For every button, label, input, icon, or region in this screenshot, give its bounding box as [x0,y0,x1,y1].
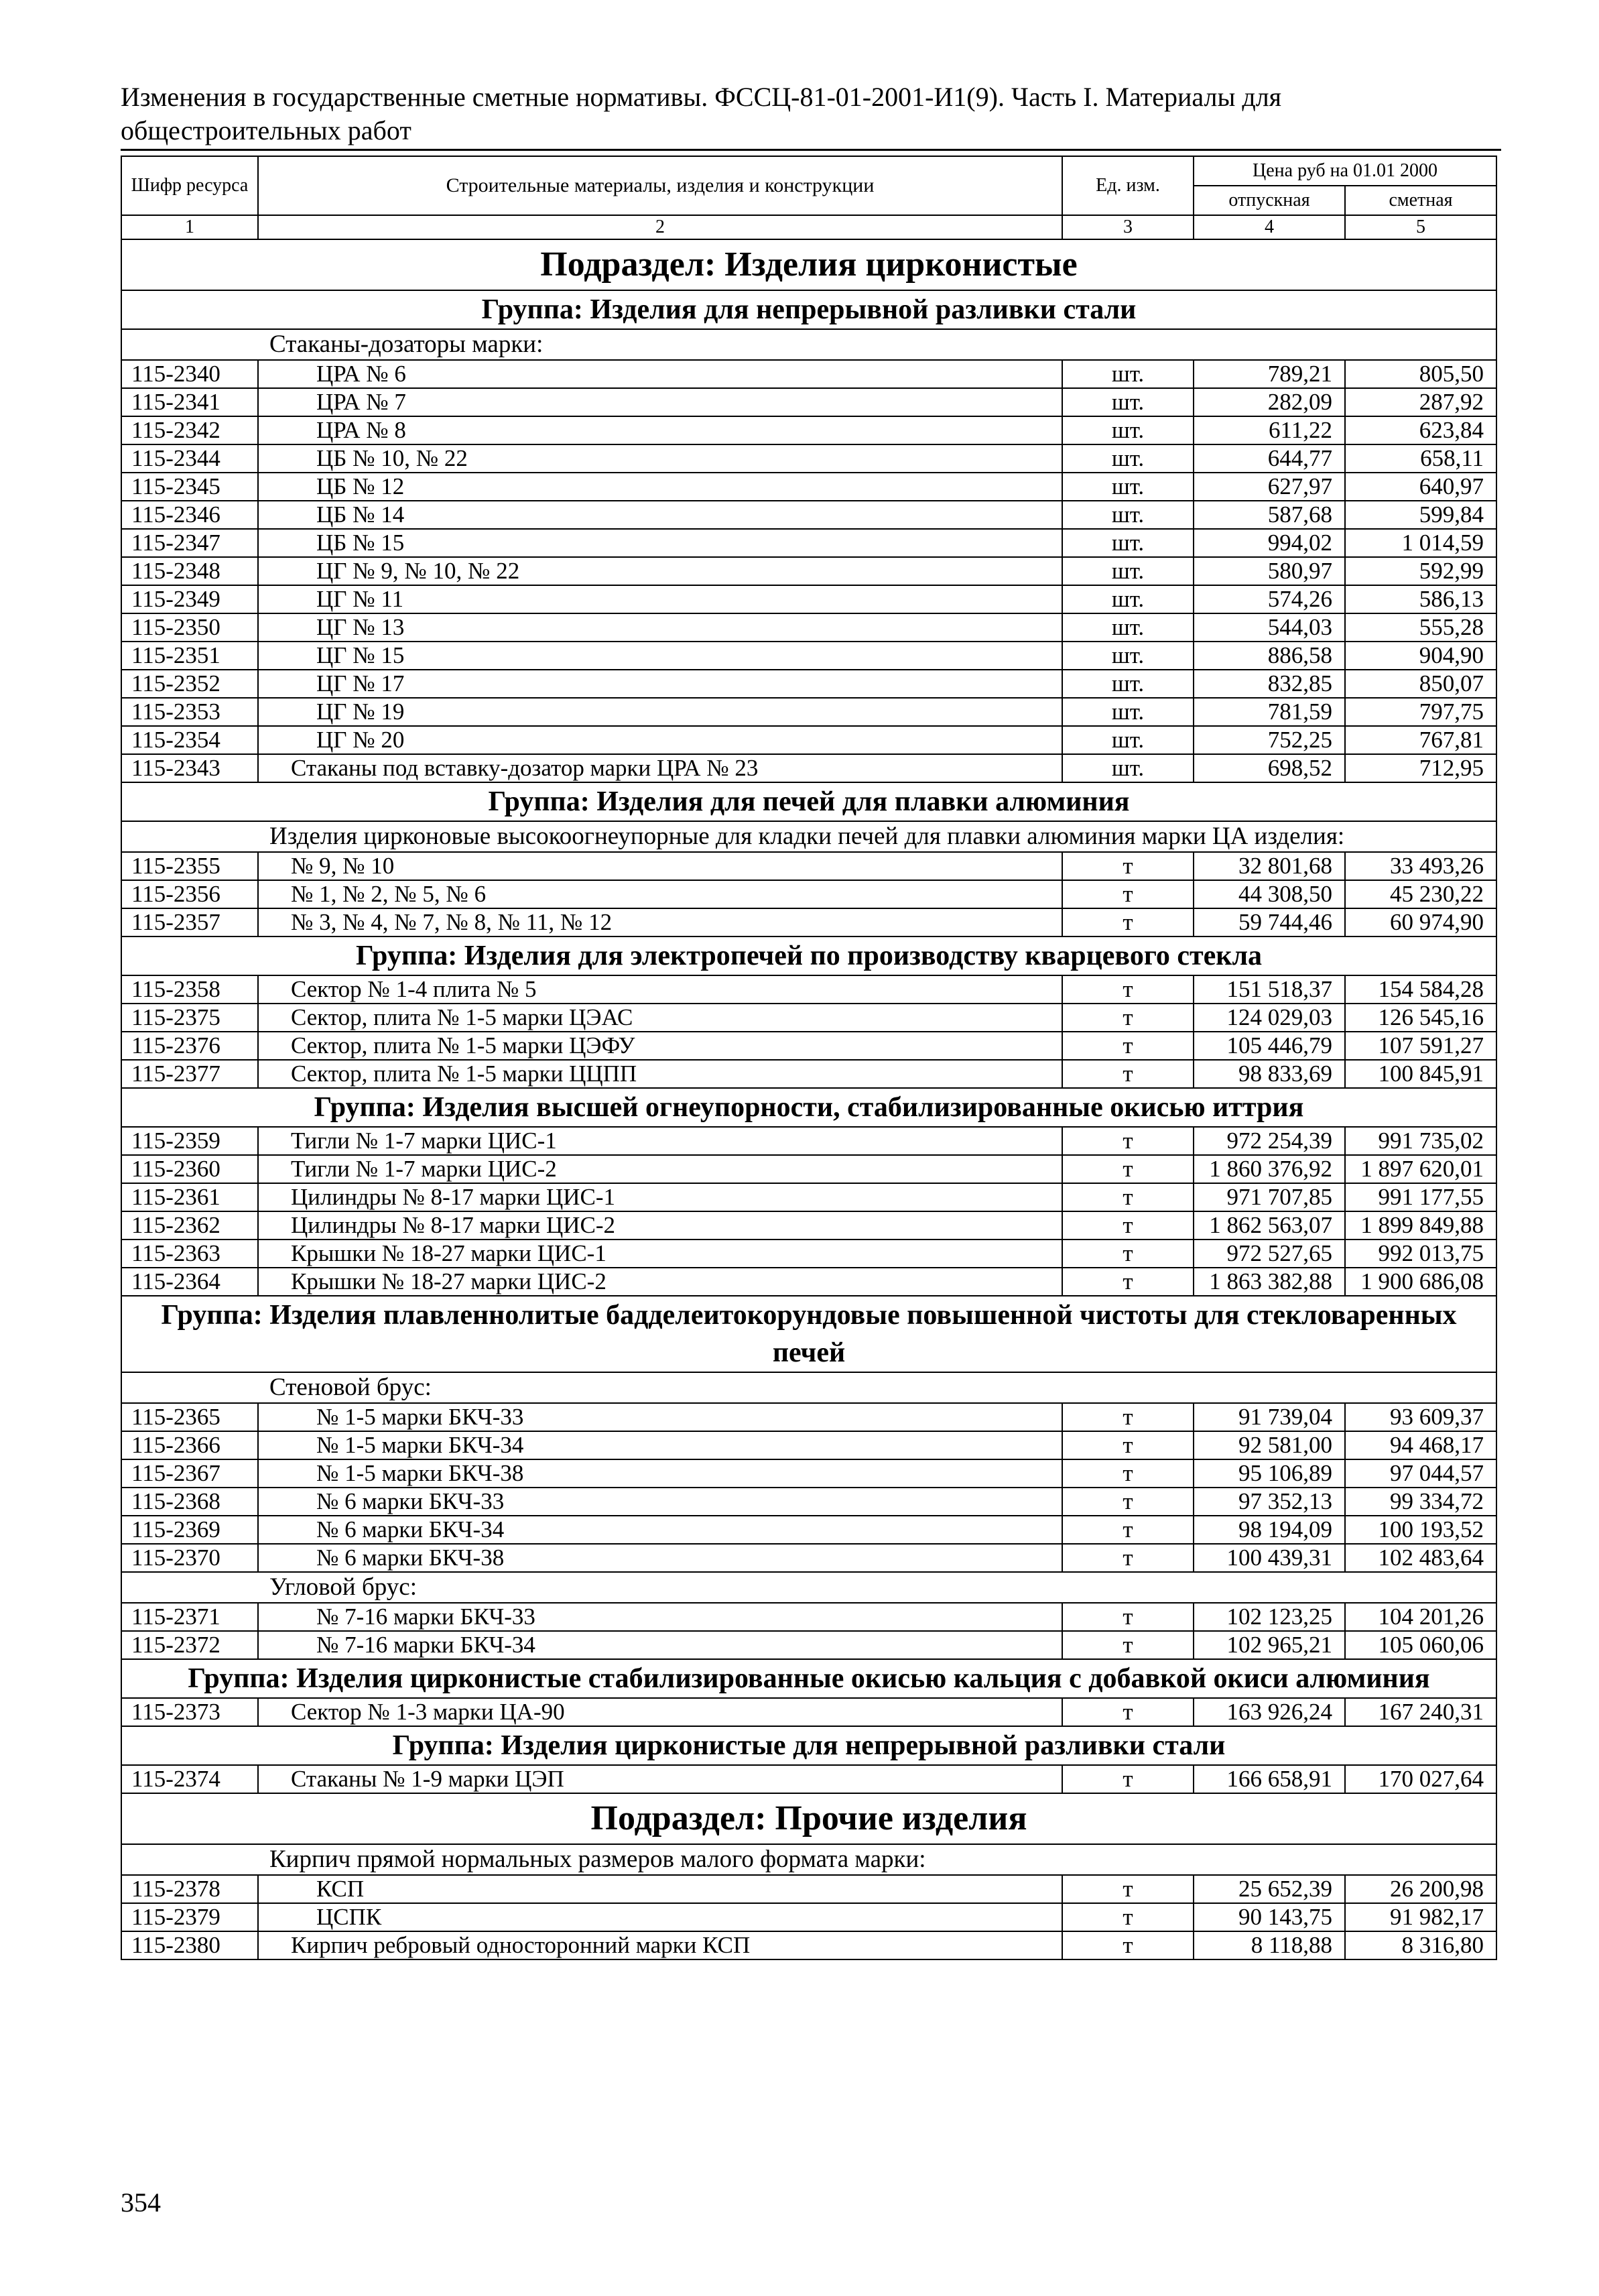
estimate-price: 97 044,57 [1345,1459,1496,1488]
release-price: 789,21 [1194,360,1345,388]
release-price: 100 439,31 [1194,1544,1345,1572]
item-name: ЦСПК [258,1903,1062,1931]
resource-code: 115-2376 [121,1032,258,1060]
resource-code: 115-2353 [121,698,258,726]
item-name: Сектор, плита № 1-5 марки ЦЭАС [258,1004,1062,1032]
release-price: 544,03 [1194,613,1345,642]
release-price: 151 518,37 [1194,975,1345,1004]
item-name: № 1, № 2, № 5, № 6 [258,880,1062,908]
table-row [121,1903,1496,1931]
item-name: № 7-16 марки БКЧ-33 [258,1603,1062,1631]
release-price: 91 739,04 [1194,1403,1345,1431]
table-row [121,1403,1496,1431]
subsection-title: Подраздел: Прочие изделия [121,1793,1496,1844]
unit-cell: т [1062,1516,1194,1544]
group-row [121,1088,1496,1127]
release-price: 627,97 [1194,473,1345,501]
item-name: ЦГ № 11 [258,585,1062,613]
group-row [121,782,1496,821]
resource-code: 115-2356 [121,880,258,908]
table-row [121,1875,1496,1903]
group-row [121,1296,1496,1372]
subsection-row [121,239,1496,290]
estimate-price: 640,97 [1345,473,1496,501]
resource-code: 115-2350 [121,613,258,642]
resource-code: 115-2352 [121,670,258,698]
group-row [121,936,1496,975]
release-price: 124 029,03 [1194,1004,1345,1032]
item-name: Стаканы № 1-9 марки ЦЭП [258,1765,1062,1793]
group-title: Группа: Изделия для печей для плавки алюминия [121,782,1496,821]
estimate-price: 33 493,26 [1345,852,1496,880]
estimate-price: 555,28 [1345,613,1496,642]
header-line-1: Изменения в государственные сметные нормативы. ФССЦ-81-01-2001-И1(9). Часть I. Материалы для [121,82,1282,112]
category-label-row [121,329,1496,360]
item-name: ЦБ № 10, № 22 [258,444,1062,473]
unit-cell: т [1062,1931,1194,1959]
estimate-price: 104 201,26 [1345,1603,1496,1631]
unit-cell: т [1062,1004,1194,1032]
resource-code: 115-2362 [121,1211,258,1240]
table-row [121,1032,1496,1060]
item-name: ЦРА № 6 [258,360,1062,388]
resource-code: 115-2341 [121,388,258,416]
col-header-estimate: сметная [1345,186,1496,215]
release-price: 886,58 [1194,642,1345,670]
col-number: 4 [1194,215,1345,239]
item-name: № 6 марки БКЧ-33 [258,1488,1062,1516]
resource-code: 115-2367 [121,1459,258,1488]
release-price: 102 965,21 [1194,1631,1345,1659]
page-number: 354 [121,2187,161,2218]
release-price: 105 446,79 [1194,1032,1345,1060]
release-price: 587,68 [1194,501,1345,529]
release-price: 166 658,91 [1194,1765,1345,1793]
resource-code: 115-2349 [121,585,258,613]
category-label-row [121,821,1496,852]
estimate-price: 850,07 [1345,670,1496,698]
resource-code: 115-2377 [121,1060,258,1088]
item-name: Тигли № 1-7 марки ЦИС-2 [258,1155,1062,1183]
resource-code: 115-2340 [121,360,258,388]
unit-cell: т [1062,1488,1194,1516]
table-row [121,642,1496,670]
estimate-price: 8 316,80 [1345,1931,1496,1959]
category-label: Изделия цирконовые высокоогнеупорные для кладки печей для плавки алюминия марки ЦА изделия: [121,821,1496,852]
resource-code: 115-2370 [121,1544,258,1572]
release-price: 25 652,39 [1194,1875,1345,1903]
resource-code: 115-2365 [121,1403,258,1431]
unit-cell: шт. [1062,613,1194,642]
unit-cell: т [1062,1431,1194,1459]
release-price: 644,77 [1194,444,1345,473]
table-row [121,1240,1496,1268]
group-title: Группа: Изделия для непрерывной разливки стали [121,290,1496,329]
estimate-price: 45 230,22 [1345,880,1496,908]
table-row [121,388,1496,416]
resource-code: 115-2357 [121,908,258,936]
unit-cell: т [1062,1544,1194,1572]
estimate-price: 126 545,16 [1345,1004,1496,1032]
unit-cell: шт. [1062,501,1194,529]
unit-cell: т [1062,1903,1194,1931]
resource-code: 115-2355 [121,852,258,880]
item-name: Стаканы под вставку-дозатор марки ЦРА № 23 [258,754,1062,782]
unit-cell: т [1062,1060,1194,1088]
col-header-name: Строительные материалы, изделия и конструкции [258,156,1062,215]
estimate-price: 1 897 620,01 [1345,1155,1496,1183]
subsection-title: Подраздел: Изделия цирконистые [121,239,1496,290]
unit-cell: т [1062,1698,1194,1726]
table-row [121,975,1496,1004]
item-name: ЦГ № 15 [258,642,1062,670]
group-row [121,290,1496,329]
table-row [121,1603,1496,1631]
item-name: ЦГ № 19 [258,698,1062,726]
unit-cell: шт. [1062,416,1194,444]
unit-cell: т [1062,1240,1194,1268]
table-row [121,880,1496,908]
group-row [121,1726,1496,1765]
table-row [121,1544,1496,1572]
table-row [121,585,1496,613]
estimate-price: 658,11 [1345,444,1496,473]
item-name: ЦРА № 8 [258,416,1062,444]
item-name: ЦРА № 7 [258,388,1062,416]
estimate-price: 60 974,90 [1345,908,1496,936]
unit-cell: шт. [1062,585,1194,613]
estimate-price: 599,84 [1345,501,1496,529]
unit-cell: шт. [1062,557,1194,585]
unit-cell: шт. [1062,444,1194,473]
unit-cell: т [1062,852,1194,880]
unit-cell: шт. [1062,698,1194,726]
release-price: 832,85 [1194,670,1345,698]
table-row [121,1431,1496,1459]
unit-cell: т [1062,1183,1194,1211]
table-row [121,501,1496,529]
table-row [121,1459,1496,1488]
item-name: № 7-16 марки БКЧ-34 [258,1631,1062,1659]
table-row [121,1765,1496,1793]
document-header [121,80,1501,151]
unit-cell: т [1062,1032,1194,1060]
estimate-price: 992 013,75 [1345,1240,1496,1268]
table-row [121,1698,1496,1726]
release-price: 1 860 376,92 [1194,1155,1345,1183]
estimate-price: 991 735,02 [1345,1127,1496,1155]
unit-cell: т [1062,1155,1194,1183]
table-row [121,1127,1496,1155]
resource-code: 115-2347 [121,529,258,557]
estimate-price: 805,50 [1345,360,1496,388]
item-name: ЦБ № 12 [258,473,1062,501]
category-label: Стаканы-дозаторы марки: [121,329,1496,360]
table-row [121,1631,1496,1659]
col-header-unit: Ед. изм. [1062,156,1194,215]
table-row [121,1516,1496,1544]
table-row [121,1268,1496,1296]
price-table [121,156,1497,1960]
resource-code: 115-2346 [121,501,258,529]
item-name: № 1-5 марки БКЧ-38 [258,1459,1062,1488]
estimate-price: 1 014,59 [1345,529,1496,557]
release-price: 163 926,24 [1194,1698,1345,1726]
estimate-price: 991 177,55 [1345,1183,1496,1211]
item-name: № 1-5 марки БКЧ-33 [258,1403,1062,1431]
item-name: ЦГ № 17 [258,670,1062,698]
col-number: 5 [1345,215,1496,239]
table-body [121,239,1496,1959]
unit-cell: т [1062,1403,1194,1431]
item-name: Сектор, плита № 1-5 марки ЦЭФУ [258,1032,1062,1060]
table-row [121,1931,1496,1959]
unit-cell: т [1062,1765,1194,1793]
resource-code: 115-2361 [121,1183,258,1211]
release-price: 611,22 [1194,416,1345,444]
release-price: 282,09 [1194,388,1345,416]
resource-code: 115-2371 [121,1603,258,1631]
item-name: Цилиндры № 8-17 марки ЦИС-2 [258,1211,1062,1240]
estimate-price: 154 584,28 [1345,975,1496,1004]
resource-code: 115-2364 [121,1268,258,1296]
resource-code: 115-2351 [121,642,258,670]
item-name: ЦГ № 9, № 10, № 22 [258,557,1062,585]
unit-cell: шт. [1062,360,1194,388]
unit-cell: т [1062,1268,1194,1296]
estimate-price: 167 240,31 [1345,1698,1496,1726]
unit-cell: т [1062,1211,1194,1240]
estimate-price: 904,90 [1345,642,1496,670]
resource-code: 115-2369 [121,1516,258,1544]
item-name: Тигли № 1-7 марки ЦИС-1 [258,1127,1062,1155]
unit-cell: т [1062,880,1194,908]
item-name: Сектор № 1-4 плита № 5 [258,975,1062,1004]
item-name: Цилиндры № 8-17 марки ЦИС-1 [258,1183,1062,1211]
estimate-price: 170 027,64 [1345,1765,1496,1793]
col-header-code: Шифр ресурса [121,156,258,215]
unit-cell: т [1062,1603,1194,1631]
estimate-price: 797,75 [1345,698,1496,726]
release-price: 98 194,09 [1194,1516,1345,1544]
resource-code: 115-2344 [121,444,258,473]
resource-code: 115-2368 [121,1488,258,1516]
estimate-price: 712,95 [1345,754,1496,782]
unit-cell: шт. [1062,754,1194,782]
release-price: 781,59 [1194,698,1345,726]
estimate-price: 100 845,91 [1345,1060,1496,1088]
item-name: ЦБ № 14 [258,501,1062,529]
item-name: № 1-5 марки БКЧ-34 [258,1431,1062,1459]
col-number: 2 [258,215,1062,239]
unit-cell: шт. [1062,529,1194,557]
unit-cell: т [1062,908,1194,936]
item-name: № 6 марки БКЧ-38 [258,1544,1062,1572]
group-title: Группа: Изделия высшей огнеупорности, стабилизированные окисью иттрия [121,1088,1496,1127]
category-label-row [121,1572,1496,1603]
release-price: 98 833,69 [1194,1060,1345,1088]
col-header-release: отпускная [1194,186,1345,215]
release-price: 698,52 [1194,754,1345,782]
resource-code: 115-2374 [121,1765,258,1793]
item-name: Кирпич ребровый односторонний марки КСП [258,1931,1062,1959]
table-row [121,1211,1496,1240]
category-label-row [121,1844,1496,1875]
resource-code: 115-2354 [121,726,258,754]
group-title: Группа: Изделия цирконистые для непрерывной разливки стали [121,1726,1496,1765]
item-name: ЦГ № 20 [258,726,1062,754]
category-label: Угловой брус: [121,1572,1496,1603]
item-name: № 6 марки БКЧ-34 [258,1516,1062,1544]
unit-cell: шт. [1062,670,1194,698]
table-row [121,852,1496,880]
estimate-price: 767,81 [1345,726,1496,754]
resource-code: 115-2359 [121,1127,258,1155]
resource-code: 115-2375 [121,1004,258,1032]
release-price: 994,02 [1194,529,1345,557]
col-number: 3 [1062,215,1194,239]
unit-cell: шт. [1062,642,1194,670]
table-row [121,416,1496,444]
item-name: № 3, № 4, № 7, № 8, № 11, № 12 [258,908,1062,936]
table-row [121,613,1496,642]
release-price: 90 143,75 [1194,1903,1345,1931]
resource-code: 115-2366 [121,1431,258,1459]
table-row [121,1155,1496,1183]
table-row [121,529,1496,557]
unit-cell: шт. [1062,726,1194,754]
release-price: 1 863 382,88 [1194,1268,1345,1296]
item-name: № 9, № 10 [258,852,1062,880]
category-label-row [121,1372,1496,1403]
release-price: 8 118,88 [1194,1931,1345,1959]
table-row [121,698,1496,726]
table-row [121,444,1496,473]
release-price: 1 862 563,07 [1194,1211,1345,1240]
resource-code: 115-2380 [121,1931,258,1959]
resource-code: 115-2348 [121,557,258,585]
release-price: 59 744,46 [1194,908,1345,936]
item-name: Крышки № 18-27 марки ЦИС-1 [258,1240,1062,1268]
estimate-price: 99 334,72 [1345,1488,1496,1516]
table-row [121,473,1496,501]
estimate-price: 623,84 [1345,416,1496,444]
resource-code: 115-2345 [121,473,258,501]
table-row [121,1488,1496,1516]
resource-code: 115-2363 [121,1240,258,1268]
table-row [121,670,1496,698]
unit-cell: т [1062,1875,1194,1903]
unit-cell: т [1062,975,1194,1004]
col-header-price: Цена руб на 01.01 2000 [1194,156,1496,186]
resource-code: 115-2373 [121,1698,258,1726]
release-price: 972 527,65 [1194,1240,1345,1268]
resource-code: 115-2360 [121,1155,258,1183]
estimate-price: 94 468,17 [1345,1431,1496,1459]
table-row [121,726,1496,754]
unit-cell: т [1062,1127,1194,1155]
table-row [121,1183,1496,1211]
estimate-price: 26 200,98 [1345,1875,1496,1903]
estimate-price: 107 591,27 [1345,1032,1496,1060]
item-name: Сектор, плита № 1-5 марки ЦЦПП [258,1060,1062,1088]
estimate-price: 1 899 849,88 [1345,1211,1496,1240]
category-label: Кирпич прямой нормальных размеров малого формата марки: [121,1844,1496,1875]
item-name: ЦГ № 13 [258,613,1062,642]
release-price: 971 707,85 [1194,1183,1345,1211]
group-title: Группа: Изделия цирконистые стабилизированные окисью кальция с добавкой окиси алюминия [121,1659,1496,1698]
unit-cell: т [1062,1631,1194,1659]
resource-code: 115-2343 [121,754,258,782]
table-row [121,1060,1496,1088]
estimate-price: 287,92 [1345,388,1496,416]
release-price: 32 801,68 [1194,852,1345,880]
resource-code: 115-2378 [121,1875,258,1903]
subsection-row [121,1793,1496,1844]
category-label: Стеновой брус: [121,1372,1496,1403]
release-price: 92 581,00 [1194,1431,1345,1459]
estimate-price: 586,13 [1345,585,1496,613]
item-name: КСП [258,1875,1062,1903]
release-price: 972 254,39 [1194,1127,1345,1155]
table-row [121,754,1496,782]
table-row [121,360,1496,388]
resource-code: 115-2342 [121,416,258,444]
group-title: Группа: Изделия для электропечей по производству кварцевого стекла [121,936,1496,975]
unit-cell: шт. [1062,388,1194,416]
item-name: ЦБ № 15 [258,529,1062,557]
estimate-price: 105 060,06 [1345,1631,1496,1659]
release-price: 102 123,25 [1194,1603,1345,1631]
estimate-price: 91 982,17 [1345,1903,1496,1931]
release-price: 574,26 [1194,585,1345,613]
group-row [121,1659,1496,1698]
table-row [121,1004,1496,1032]
release-price: 95 106,89 [1194,1459,1345,1488]
resource-code: 115-2372 [121,1631,258,1659]
estimate-price: 93 609,37 [1345,1403,1496,1431]
table-row [121,557,1496,585]
estimate-price: 102 483,64 [1345,1544,1496,1572]
resource-code: 115-2358 [121,975,258,1004]
estimate-price: 100 193,52 [1345,1516,1496,1544]
table-row [121,908,1496,936]
release-price: 44 308,50 [1194,880,1345,908]
group-title: Группа: Изделия плавленнолитые бадделеитокорундовые повышенной чистоты для стекловаренных печей [121,1296,1496,1372]
col-number: 1 [121,215,258,239]
header-line-2: общестроительных работ [121,115,411,145]
release-price: 97 352,13 [1194,1488,1345,1516]
unit-cell: т [1062,1459,1194,1488]
estimate-price: 1 900 686,08 [1345,1268,1496,1296]
release-price: 752,25 [1194,726,1345,754]
item-name: Сектор № 1-3 марки ЦА-90 [258,1698,1062,1726]
resource-code: 115-2379 [121,1903,258,1931]
unit-cell: шт. [1062,473,1194,501]
estimate-price: 592,99 [1345,557,1496,585]
item-name: Крышки № 18-27 марки ЦИС-2 [258,1268,1062,1296]
release-price: 580,97 [1194,557,1345,585]
